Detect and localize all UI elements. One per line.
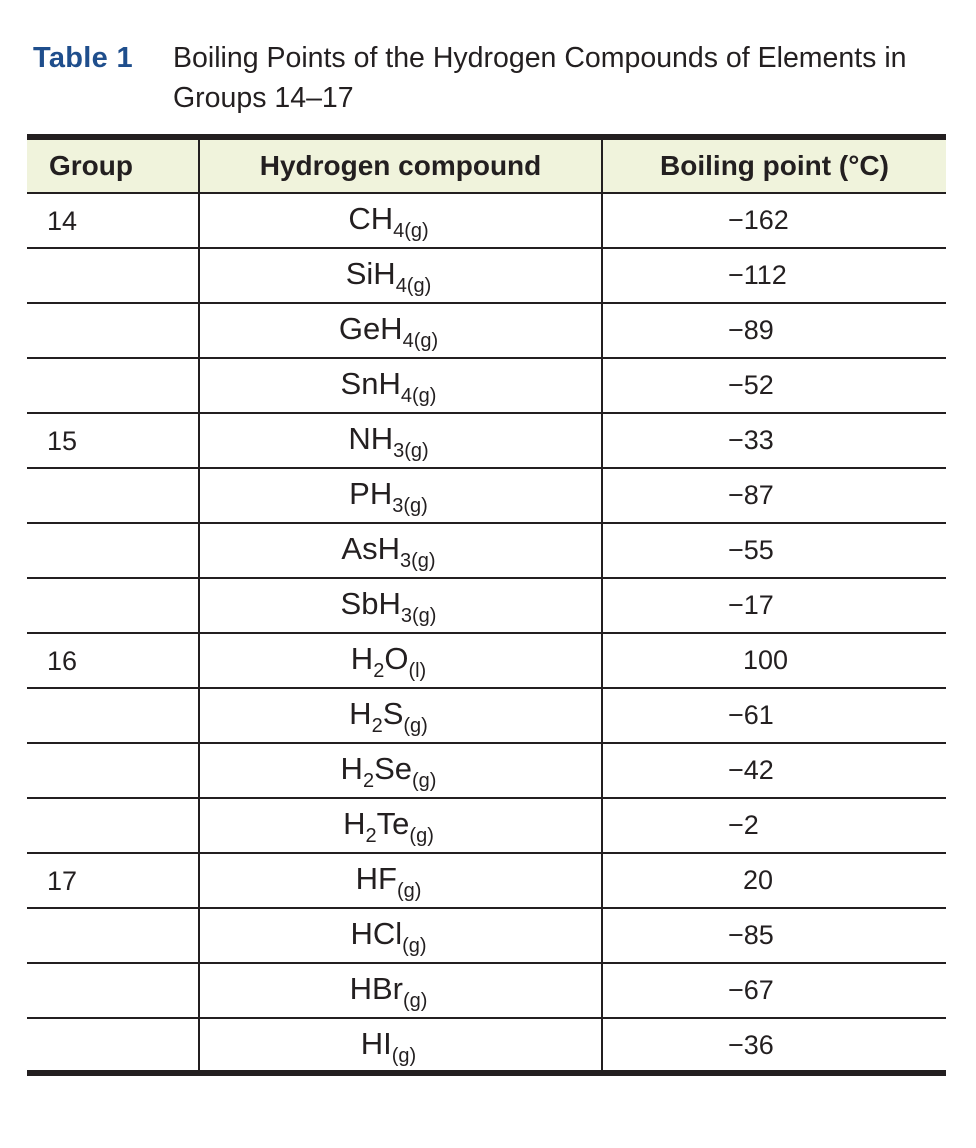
formula-text: H bbox=[350, 641, 374, 676]
formula-text: SbH bbox=[340, 586, 401, 621]
cell-group: 15 bbox=[27, 413, 199, 468]
table-row bbox=[27, 798, 946, 853]
formula-text: H bbox=[349, 696, 372, 731]
cell-group bbox=[27, 578, 199, 633]
formula-subscript: 3(g) bbox=[392, 495, 428, 517]
cell-boiling-point: −55 bbox=[602, 523, 946, 578]
cell-group: 14 bbox=[47, 206, 78, 236]
table-row bbox=[27, 853, 946, 908]
cell-group bbox=[27, 358, 199, 413]
cell-hydrogen-compound bbox=[199, 468, 602, 523]
formula-text: HI bbox=[360, 1026, 392, 1061]
cell-boiling-point: −17 bbox=[602, 578, 946, 633]
table-row bbox=[27, 908, 946, 963]
formula-text: NH bbox=[348, 421, 394, 456]
table-row bbox=[27, 523, 946, 578]
cell-group bbox=[27, 523, 199, 578]
cell-boiling-point: −87 bbox=[602, 468, 946, 523]
cell-boiling-point: −36 bbox=[602, 1018, 946, 1073]
cell-hydrogen-compound bbox=[199, 963, 602, 1018]
cell-hydrogen-compound bbox=[199, 523, 602, 578]
cell-boiling-point: −33 bbox=[602, 413, 946, 468]
table-body bbox=[27, 193, 946, 1073]
cell-group bbox=[27, 688, 199, 743]
cell-boiling-point: −85 bbox=[602, 908, 946, 963]
formula-subscript: 4(g) bbox=[395, 275, 432, 297]
table-row bbox=[27, 688, 946, 743]
cell-group bbox=[27, 798, 199, 853]
table-row bbox=[27, 413, 946, 468]
formula-text: Te bbox=[376, 806, 410, 841]
cell-group bbox=[27, 1018, 199, 1073]
formula-text: HCl bbox=[350, 916, 403, 951]
cell-boiling-point: 100 bbox=[602, 633, 946, 688]
cell-hydrogen-compound bbox=[199, 193, 602, 248]
formula-subscript: (g) bbox=[411, 770, 437, 792]
formula-text: GeH bbox=[338, 311, 403, 346]
formula-text: S bbox=[382, 696, 404, 731]
formula-subscript: 2 bbox=[371, 715, 383, 737]
table-caption-label: Table 1 bbox=[33, 42, 133, 74]
cell-group bbox=[27, 908, 199, 963]
formula-text: HF bbox=[355, 861, 397, 896]
table-row bbox=[27, 1018, 946, 1073]
formula-text: O bbox=[384, 641, 409, 676]
formula-subscript: (g) bbox=[403, 715, 428, 737]
cell-hydrogen-compound bbox=[199, 798, 602, 853]
formula-text: H bbox=[343, 806, 366, 841]
cell-hydrogen-compound bbox=[199, 578, 602, 633]
cell-group: 17 bbox=[27, 853, 199, 908]
cell-hydrogen-compound bbox=[199, 358, 602, 413]
cell-hydrogen-compound bbox=[199, 688, 602, 743]
boiling-points-table bbox=[27, 134, 946, 1076]
formula-subscript: (g) bbox=[402, 935, 427, 957]
table-row bbox=[27, 578, 946, 633]
column-header-group: Group bbox=[27, 137, 199, 193]
formula-subscript: 2 bbox=[365, 825, 377, 847]
cell-boiling-point: −2 bbox=[602, 798, 946, 853]
cell-hydrogen-compound bbox=[199, 1018, 602, 1073]
cell-hydrogen-compound bbox=[199, 303, 602, 358]
cell-boiling-point: 20 bbox=[602, 853, 946, 908]
table-row bbox=[27, 468, 946, 523]
column-header-hydrogen-compound: Hydrogen compound bbox=[199, 137, 602, 193]
cell-boiling-point: −162 bbox=[602, 193, 946, 248]
cell-boiling-point: −89 bbox=[602, 303, 946, 358]
formula-text: AsH bbox=[341, 531, 400, 566]
table-header-row bbox=[27, 137, 946, 193]
cell-hydrogen-compound bbox=[199, 633, 602, 688]
table-row bbox=[27, 193, 946, 248]
formula-subscript: 2 bbox=[373, 660, 385, 682]
table-header bbox=[27, 137, 946, 193]
cell-hydrogen-compound bbox=[199, 908, 602, 963]
formula-subscript: (g) bbox=[409, 825, 434, 847]
boiling-points-table-container bbox=[27, 134, 946, 1076]
formula-subscript: 3(g) bbox=[400, 605, 437, 627]
cell-hydrogen-compound bbox=[199, 853, 602, 908]
cell-boiling-point: −52 bbox=[602, 358, 946, 413]
cell-boiling-point: −61 bbox=[602, 688, 946, 743]
cell-group bbox=[27, 743, 199, 798]
cell-hydrogen-compound bbox=[199, 248, 602, 303]
table-row bbox=[27, 248, 946, 303]
table-row bbox=[27, 358, 946, 413]
formula-subscript: (l) bbox=[408, 660, 427, 682]
cell-group bbox=[27, 303, 199, 358]
cell-group bbox=[27, 468, 199, 523]
formula-text: Se bbox=[374, 751, 412, 786]
cell-boiling-point: −67 bbox=[602, 963, 946, 1018]
table-row bbox=[27, 963, 946, 1018]
formula-subscript: (g) bbox=[391, 1045, 417, 1067]
formula-text: PH bbox=[349, 476, 393, 511]
cell-group bbox=[27, 963, 199, 1018]
formula-text: CH bbox=[348, 201, 394, 236]
formula-subscript: (g) bbox=[396, 880, 422, 902]
cell-boiling-point: −42 bbox=[602, 743, 946, 798]
formula-text: H bbox=[340, 751, 363, 786]
cell-group bbox=[27, 248, 199, 303]
formula-text: SiH bbox=[345, 256, 396, 291]
table-caption-text: Boiling Points of the Hydrogen Compounds of Elements in Groups 14–17 bbox=[173, 42, 907, 114]
formula-subscript: 4(g) bbox=[393, 220, 429, 242]
formula-text: SnH bbox=[340, 366, 401, 401]
formula-subscript: 4(g) bbox=[402, 330, 439, 352]
cell-boiling-point: −112 bbox=[602, 248, 946, 303]
column-header-boiling-point: Boiling point (°C) bbox=[602, 137, 946, 193]
cell-hydrogen-compound bbox=[199, 413, 602, 468]
formula-subscript: 4(g) bbox=[400, 385, 437, 407]
formula-subscript: (g) bbox=[402, 990, 428, 1012]
formula-subscript: 3(g) bbox=[393, 440, 429, 462]
cell-group: 16 bbox=[27, 633, 199, 688]
table-row bbox=[27, 743, 946, 798]
table-row bbox=[27, 633, 946, 688]
table-row bbox=[27, 303, 946, 358]
formula-subscript: 3(g) bbox=[400, 550, 436, 572]
formula-text: HBr bbox=[349, 971, 403, 1006]
formula-subscript: 2 bbox=[362, 770, 375, 792]
cell-hydrogen-compound bbox=[199, 743, 602, 798]
